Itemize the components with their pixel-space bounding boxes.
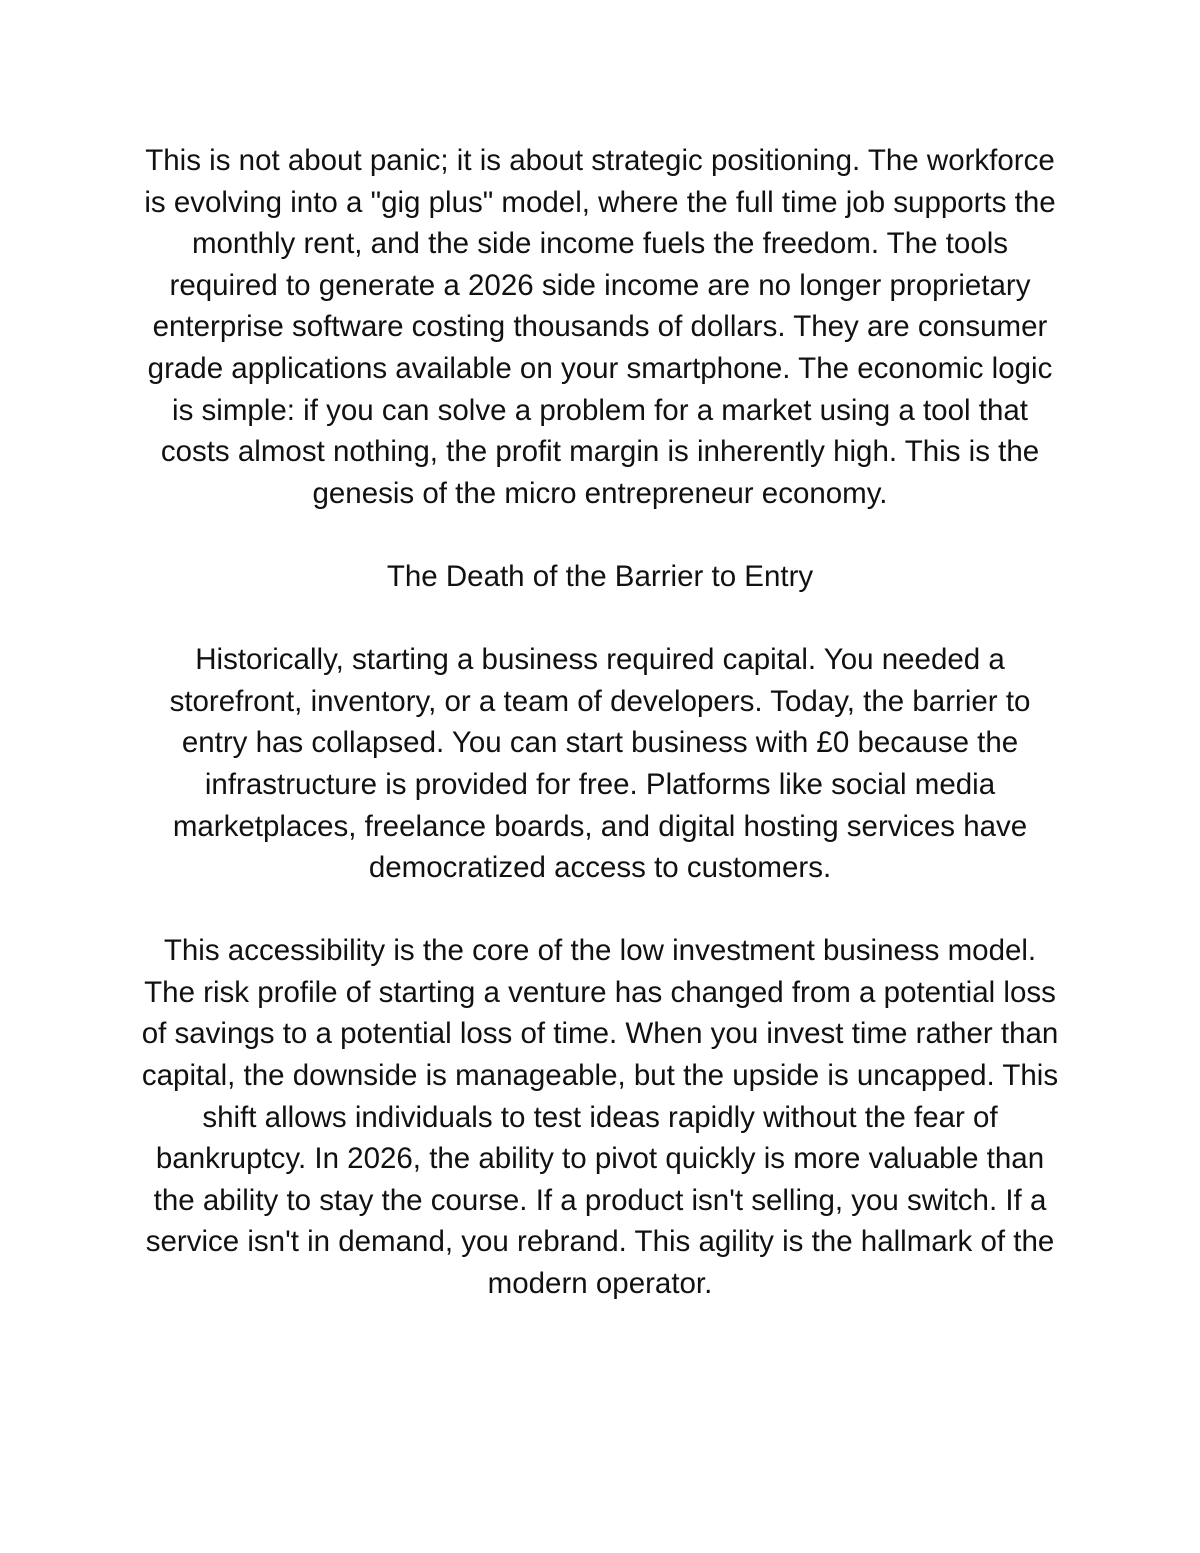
section-heading: The Death of the Barrier to Entry [386, 559, 814, 593]
paragraph-strategic-positioning: This is not about panic; it is about strategic positioning. The workforce is evolving into a "gig plus" model, where the full time job supports the monthly rent, and the side income fuels the freedom. The tools required to generate a 2026 side income are no longer proprietary enterprise software costing thousands of dollars. They are consumer grade applications available on your smartphone. The economic logic is simple: if you can solve a problem for a market using a tool that costs almost nothing, the profit margin is inherently high. This is the genesis of the micro entrepreneur economy. [144, 144, 1056, 510]
paragraph-historically: Historically, starting a business required capital. You needed a storefront, inventory, or a team of developers. Today, the barrier to entry has collapsed. You can start business with £0 because the infrastructure is provided for free. Platforms like social media marketplaces, freelance boards, and digital hosting services have democratized access to customers. [169, 643, 1031, 885]
paragraph-spacer [140, 889, 1060, 931]
page-content [140, 140, 1060, 1305]
paragraph-spacer [140, 598, 1060, 640]
paragraph-spacer [140, 514, 1060, 556]
paragraph-accessibility: This accessibility is the core of the low investment business model. The risk profile of starting a venture has changed from a potential loss of savings to a potential loss of time. When you invest time rather than capital, the downside is manageable, but the upside is uncapped. This shift allows individuals to test ideas rapidly without the fear of bankruptcy. In 2026, the ability to pivot quickly is more valuable than the ability to stay the course. If a product isn't selling, you switch. If a service isn't in demand, you rebrand. This agility is the hallmark of the modern operator. [141, 934, 1059, 1301]
